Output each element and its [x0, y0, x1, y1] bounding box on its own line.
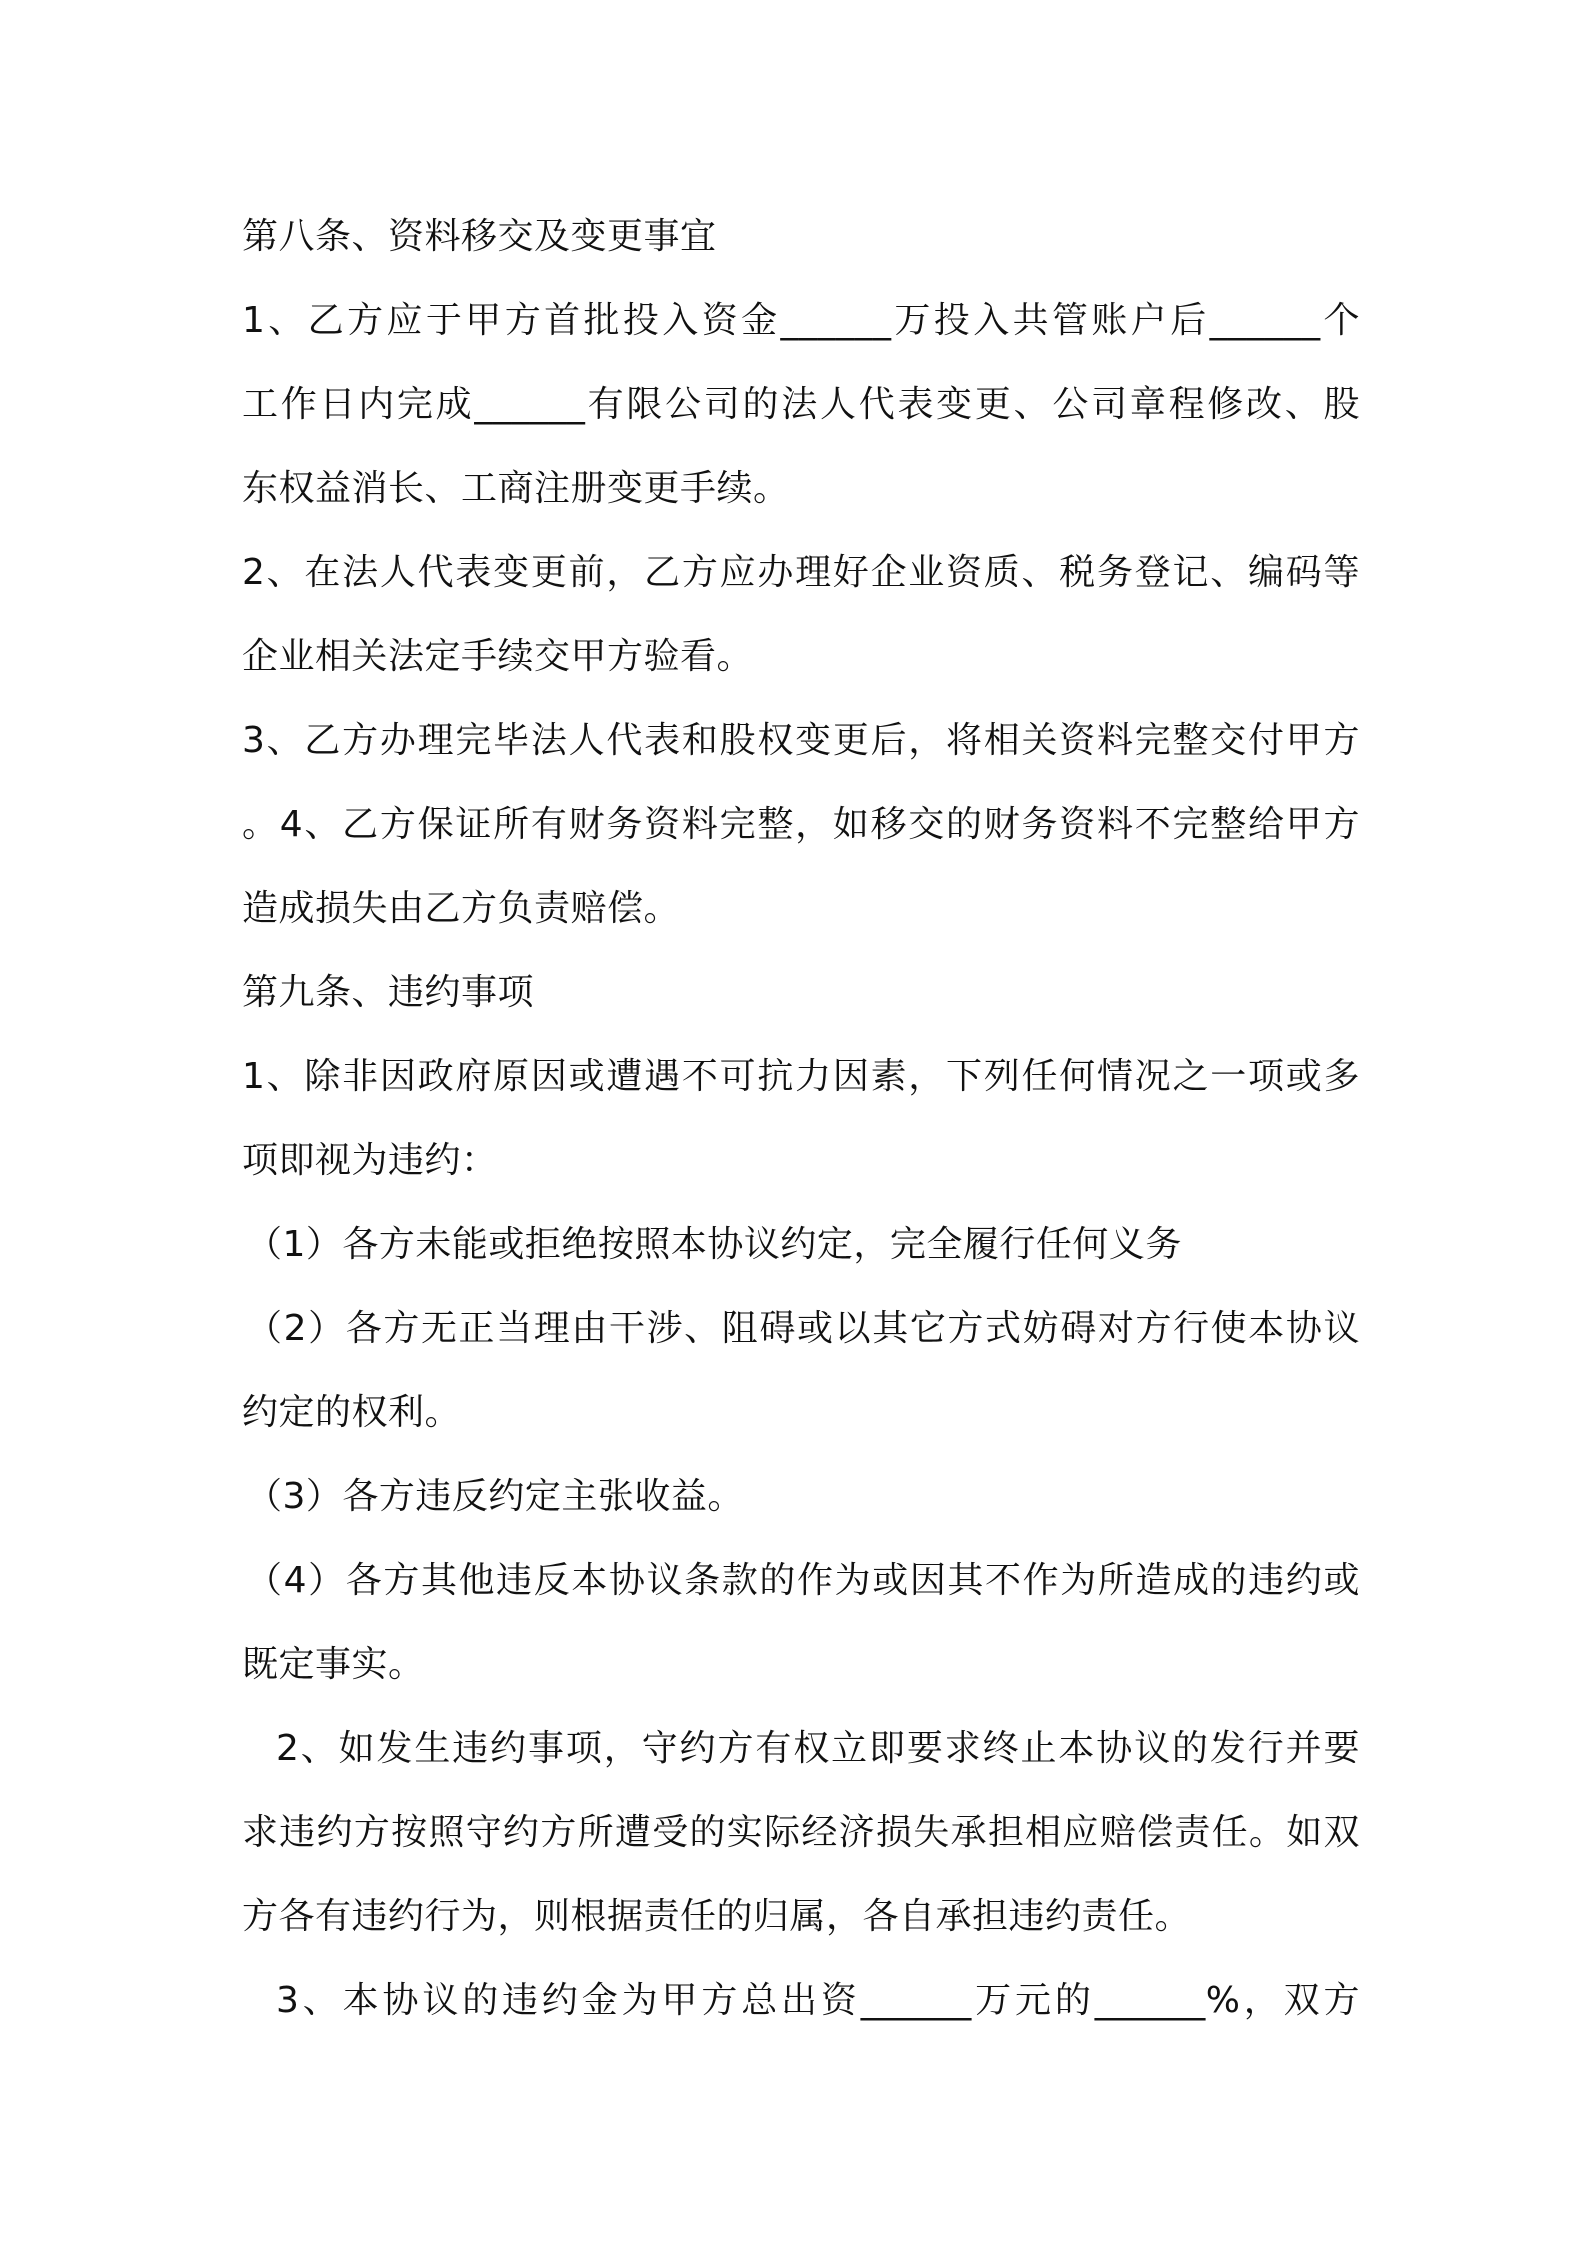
paragraph-line: 工作日内完成______有限公司的法人代表变更、公司章程修改、股	[242, 384, 1360, 425]
paragraph-line: 造成损失由乙方负责赔偿。	[242, 888, 681, 929]
paragraph-line: 2、如发生违约事项，守约方有权立即要求终止本协议的发行并要	[276, 1728, 1360, 1769]
paragraph-line: 东权益消长、工商注册变更手续。	[242, 468, 790, 509]
list-item: （1）各方未能或拒绝按照本协议约定，完全履行任何义务	[246, 1224, 1182, 1265]
list-item: （4）各方其他违反本协议条款的作为或因其不作为所造成的违约或	[246, 1560, 1360, 1601]
paragraph-line: 3、乙方办理完毕法人代表和股权变更后，将相关资料完整交付甲方	[242, 720, 1360, 761]
paragraph-line: 。4、乙方保证所有财务资料完整，如移交的财务资料不完整给甲方	[242, 804, 1360, 845]
paragraph-line: 求违约方按照守约方所遭受的实际经济损失承担相应赔偿责任。如双	[242, 1812, 1360, 1853]
list-item: （2）各方无正当理由干涉、阻碍或以其它方式妨碍对方行使本协议	[246, 1308, 1360, 1349]
paragraph-line: 3、本协议的违约金为甲方总出资______万元的______%，双方	[276, 1980, 1360, 2021]
paragraph-line: 项即视为违约：	[242, 1140, 498, 1181]
paragraph-line: 既定事实。	[242, 1644, 425, 1685]
paragraph-line: 2、在法人代表变更前，乙方应办理好企业资质、税务登记、编码等	[242, 552, 1360, 593]
section-heading-8: 第八条、资料移交及变更事宜	[242, 216, 717, 257]
paragraph-line: 1、除非因政府原因或遭遇不可抗力因素，下列任何情况之一项或多	[242, 1056, 1360, 1097]
document-body	[242, 195, 1360, 2043]
paragraph-line: 约定的权利。	[242, 1392, 462, 1433]
paragraph-line: 企业相关法定手续交甲方验看。	[242, 636, 754, 677]
paragraph-line: 1、乙方应于甲方首批投入资金______万投入共管账户后______个	[242, 300, 1360, 341]
section-heading-9: 第九条、违约事项	[242, 972, 535, 1013]
paragraph-line: 方各有违约行为，则根据责任的归属，各自承担违约责任。	[242, 1896, 1192, 1937]
list-item: （3）各方违反约定主张收益。	[246, 1476, 744, 1517]
